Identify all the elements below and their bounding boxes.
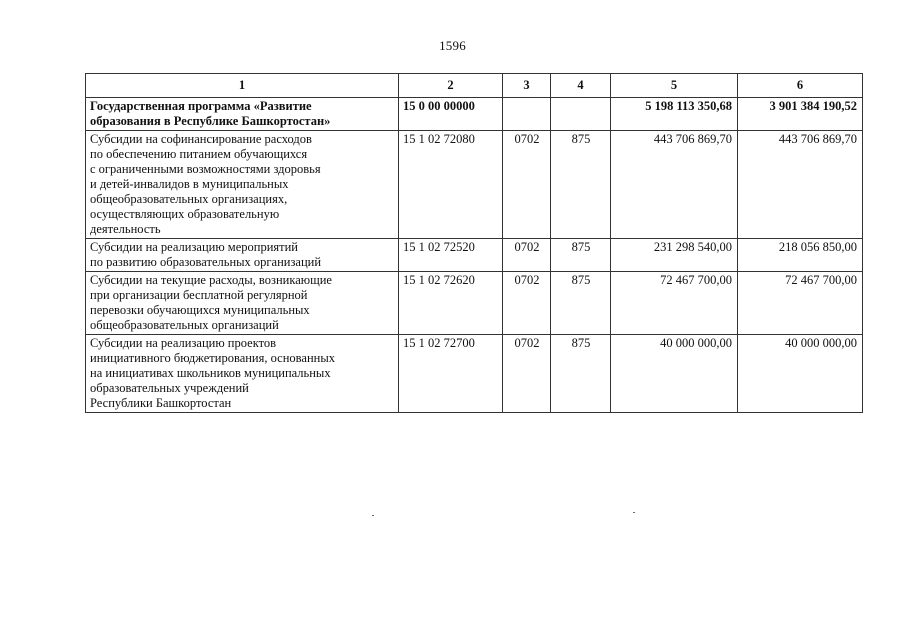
header-col-5: 5 bbox=[611, 74, 738, 98]
table-row bbox=[86, 272, 863, 335]
row-name: Субсидии на текущие расходы, возникающие при организации бесплатной регулярной перевозки обучающихся муниципальных общеобразовательных организаций bbox=[86, 272, 399, 335]
row-sum-col5: 231 298 540,00 bbox=[611, 239, 738, 272]
row-section: 0702 bbox=[503, 272, 551, 335]
row-type: 875 bbox=[551, 131, 611, 239]
row-code: 15 0 00 00000 bbox=[399, 98, 503, 131]
table-row bbox=[86, 131, 863, 239]
row-name: Государственная программа «Развитие образования в Республике Башкортостан» bbox=[86, 98, 399, 131]
row-sum-col6: 40 000 000,00 bbox=[738, 335, 863, 413]
row-sum-col5: 40 000 000,00 bbox=[611, 335, 738, 413]
header-col-1: 1 bbox=[86, 74, 399, 98]
row-type: 875 bbox=[551, 239, 611, 272]
row-section bbox=[503, 98, 551, 131]
page-number: 1596 bbox=[439, 38, 466, 53]
scan-speck bbox=[633, 512, 635, 513]
row-sum-col6: 72 467 700,00 bbox=[738, 272, 863, 335]
scan-speck bbox=[372, 515, 374, 516]
row-name: Субсидии на реализацию проектов инициативного бюджетирования, основанных на инициативах школьников муниципальных образовательных учреждений Республики Башкортостан bbox=[86, 335, 399, 413]
header-row bbox=[86, 74, 863, 98]
header-col-3: 3 bbox=[503, 74, 551, 98]
header-col-2: 2 bbox=[399, 74, 503, 98]
row-sum-col5: 72 467 700,00 bbox=[611, 272, 738, 335]
table-row-program bbox=[86, 98, 863, 131]
table-row bbox=[86, 335, 863, 413]
header-col-4: 4 bbox=[551, 74, 611, 98]
budget-table bbox=[85, 73, 863, 413]
row-code: 15 1 02 72620 bbox=[399, 272, 503, 335]
row-sum-col6: 443 706 869,70 bbox=[738, 131, 863, 239]
row-type bbox=[551, 98, 611, 131]
row-name: Субсидии на реализацию мероприятий по развитию образовательных организаций bbox=[86, 239, 399, 272]
row-type: 875 bbox=[551, 335, 611, 413]
row-code: 15 1 02 72700 bbox=[399, 335, 503, 413]
row-code: 15 1 02 72520 bbox=[399, 239, 503, 272]
row-code: 15 1 02 72080 bbox=[399, 131, 503, 239]
row-section: 0702 bbox=[503, 239, 551, 272]
table-row bbox=[86, 239, 863, 272]
row-sum-col6: 3 901 384 190,52 bbox=[738, 98, 863, 131]
row-section: 0702 bbox=[503, 335, 551, 413]
header-col-6: 6 bbox=[738, 74, 863, 98]
row-name: Субсидии на софинансирование расходов по обеспечению питанием обучающихся с ограниченными возможностями здоровья и детей-инвалидов в муниципальных общеобразовательных организациях, осуществляющих образовательную деятельность bbox=[86, 131, 399, 239]
row-sum-col5: 5 198 113 350,68 bbox=[611, 98, 738, 131]
row-sum-col6: 218 056 850,00 bbox=[738, 239, 863, 272]
row-sum-col5: 443 706 869,70 bbox=[611, 131, 738, 239]
row-type: 875 bbox=[551, 272, 611, 335]
row-section: 0702 bbox=[503, 131, 551, 239]
